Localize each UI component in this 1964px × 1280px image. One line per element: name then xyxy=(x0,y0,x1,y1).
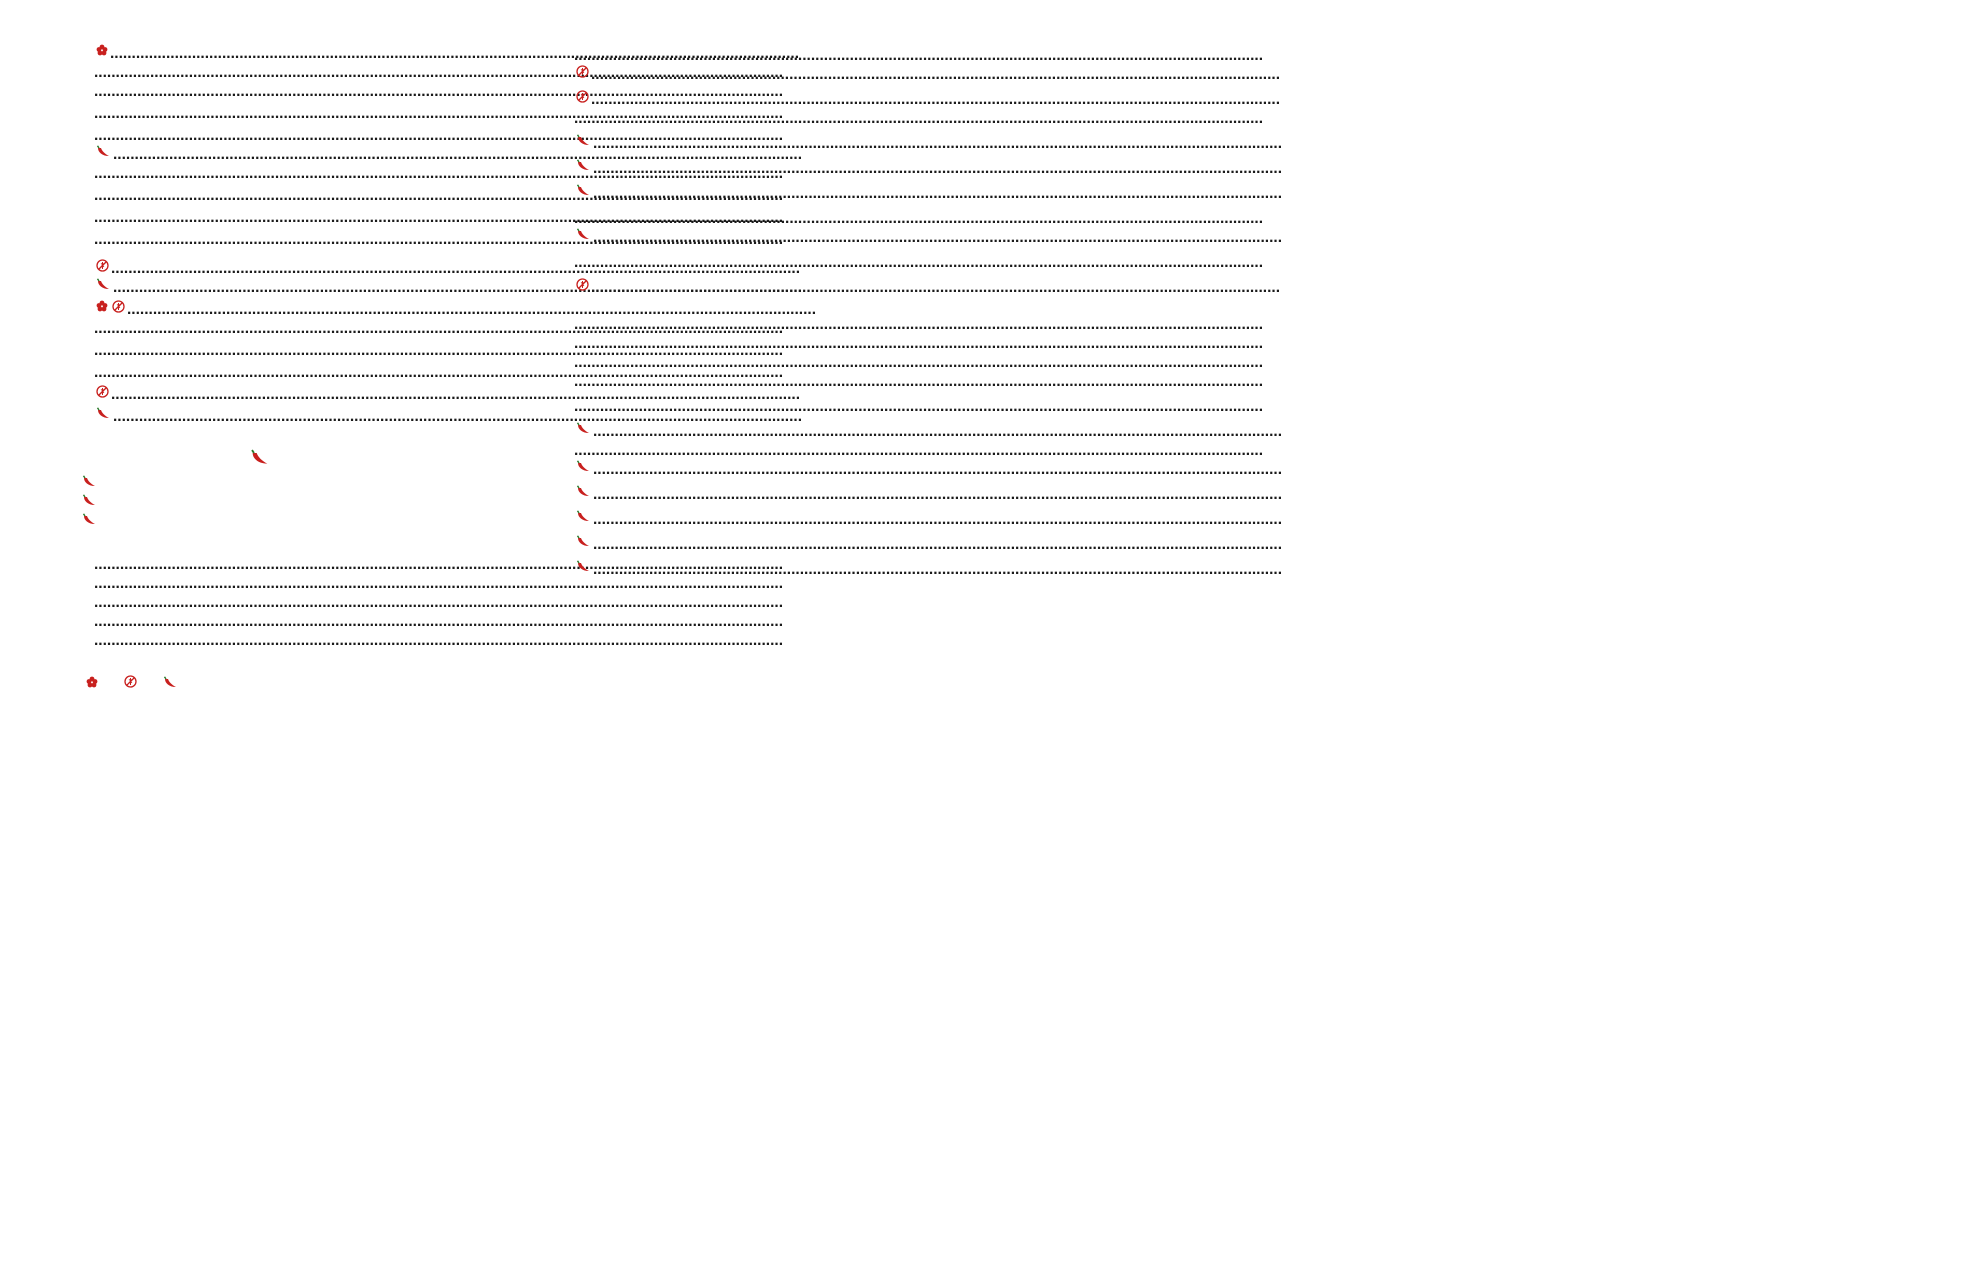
menu-item xyxy=(60,319,460,338)
item-body xyxy=(574,278,1280,297)
menu-item xyxy=(540,397,945,416)
leader-dots xyxy=(593,159,1282,178)
item-body xyxy=(574,485,1282,504)
menu-item xyxy=(60,363,460,382)
menu-item xyxy=(540,441,945,460)
spicy-pepper-icon xyxy=(96,278,111,290)
menu-item xyxy=(540,372,945,391)
legend-item xyxy=(84,672,100,692)
leader-dots xyxy=(94,593,783,612)
spicy-pepper-icon xyxy=(576,510,591,522)
item-line xyxy=(574,65,1280,84)
spicy-pepper-icon xyxy=(96,145,111,157)
item-body xyxy=(574,460,1282,479)
menu-item xyxy=(540,560,945,579)
item-body xyxy=(574,159,1282,178)
curry-option xyxy=(80,510,460,529)
spicy-pepper-icon xyxy=(576,422,591,434)
leader-dots xyxy=(593,460,1282,479)
item-line xyxy=(574,422,1282,441)
spicy-pepper-icon xyxy=(250,449,270,465)
menu-item xyxy=(540,485,945,504)
item-line xyxy=(574,209,1263,228)
item-line xyxy=(574,535,1282,554)
item-body xyxy=(574,184,1282,203)
menu-item xyxy=(60,278,460,297)
curry-option xyxy=(80,491,460,510)
menu-item xyxy=(540,353,945,372)
leader-dots xyxy=(593,422,1282,441)
item-body xyxy=(574,228,1282,247)
item-body xyxy=(574,109,1263,128)
curry-option xyxy=(80,472,460,491)
item-line xyxy=(574,253,1263,272)
menu-item xyxy=(60,259,460,278)
vegetarian-icon xyxy=(86,676,98,688)
spicy-pepper-icon xyxy=(576,134,591,146)
legend-item xyxy=(122,672,139,692)
menu-item xyxy=(540,422,945,441)
menu-item xyxy=(60,82,460,101)
menu-item xyxy=(540,460,945,479)
item-line xyxy=(574,397,1263,416)
item-line xyxy=(574,334,1263,353)
thai-curry-section xyxy=(60,440,460,529)
menu-item xyxy=(540,315,945,334)
spicy-pepper-icon xyxy=(576,159,591,171)
menu-item xyxy=(60,341,460,360)
gluten-free-icon xyxy=(124,675,137,688)
leader-dots xyxy=(591,65,1280,84)
menu-item xyxy=(60,145,460,164)
item-line xyxy=(94,631,783,650)
item-line xyxy=(94,593,783,612)
menu-item xyxy=(60,186,460,205)
spicy-pepper-icon xyxy=(82,513,97,525)
item-line xyxy=(574,90,1280,109)
item-line xyxy=(574,560,1282,579)
leader-dots xyxy=(574,372,1263,391)
menu-item xyxy=(540,159,945,178)
gluten-free-icon xyxy=(96,259,109,272)
item-body xyxy=(574,334,1263,353)
leader-dots xyxy=(574,109,1263,128)
legend xyxy=(84,672,460,692)
menu-item xyxy=(540,65,945,84)
leader-dots xyxy=(591,278,1280,297)
gluten-free-icon xyxy=(576,278,589,291)
item-body xyxy=(574,253,1263,272)
leader-dots xyxy=(574,353,1263,372)
menu-item xyxy=(60,126,460,145)
item-body xyxy=(574,315,1263,334)
menu-item xyxy=(60,63,460,82)
item-body xyxy=(574,560,1282,579)
menu-item xyxy=(540,90,945,109)
item-line xyxy=(574,134,1282,153)
leader-dots xyxy=(94,612,783,631)
leader-dots xyxy=(593,485,1282,504)
leader-dots xyxy=(593,134,1282,153)
spicy-pepper-icon xyxy=(82,475,97,487)
gluten-free-icon xyxy=(576,90,589,103)
leader-dots xyxy=(593,535,1282,554)
menu-item xyxy=(60,574,460,593)
leader-dots xyxy=(591,90,1280,109)
item-line xyxy=(574,460,1282,479)
menu-item xyxy=(540,228,945,247)
item-line xyxy=(574,46,1263,65)
menu-item xyxy=(60,300,460,319)
menu-item xyxy=(540,510,945,529)
item-body xyxy=(574,535,1282,554)
menu-section xyxy=(540,315,945,579)
leader-dots xyxy=(94,631,783,650)
menu-item xyxy=(540,253,945,272)
item-body xyxy=(574,353,1263,372)
item-body xyxy=(574,134,1282,153)
menu-section xyxy=(60,555,460,650)
item-body xyxy=(574,90,1280,109)
spicy-pepper-icon xyxy=(576,485,591,497)
menu-item xyxy=(60,164,460,183)
menu-item xyxy=(540,134,945,153)
leader-dots xyxy=(574,397,1263,416)
menu-item xyxy=(60,612,460,631)
leader-dots xyxy=(574,46,1263,65)
item-body xyxy=(94,631,783,650)
spicy-pepper-icon xyxy=(96,407,111,419)
menu-item xyxy=(60,593,460,612)
item-body xyxy=(574,372,1263,391)
item-line xyxy=(574,353,1263,372)
gluten-free-icon xyxy=(96,385,109,398)
item-body xyxy=(94,612,783,631)
item-body xyxy=(574,209,1263,228)
item-body xyxy=(574,422,1282,441)
menu-item xyxy=(540,46,945,65)
menu-item xyxy=(60,104,460,123)
vegetarian-icon xyxy=(96,44,108,56)
menu-item xyxy=(60,407,460,426)
item-body xyxy=(94,593,783,612)
leader-dots xyxy=(593,184,1282,203)
menu-item xyxy=(540,334,945,353)
item-line xyxy=(574,485,1282,504)
legend-item xyxy=(161,672,180,692)
leader-dots xyxy=(574,315,1263,334)
leader-dots xyxy=(593,228,1282,247)
menu-item xyxy=(540,535,945,554)
column-1 xyxy=(60,44,460,692)
menu-section xyxy=(60,259,460,426)
item-body xyxy=(574,510,1282,529)
item-line xyxy=(94,612,783,631)
column-2 xyxy=(540,44,945,585)
gluten-free-icon xyxy=(112,300,125,313)
spicy-pepper-icon xyxy=(82,494,97,506)
item-body xyxy=(574,46,1263,65)
spicy-pepper-icon xyxy=(576,184,591,196)
menu-item xyxy=(60,631,460,650)
menu-item xyxy=(540,109,945,128)
menu-item xyxy=(60,385,460,404)
spicy-pepper-icon xyxy=(576,535,591,547)
section-title xyxy=(60,440,460,472)
item-body xyxy=(574,65,1280,84)
leader-dots xyxy=(593,510,1282,529)
item-line xyxy=(574,109,1263,128)
vegetarian-icon xyxy=(96,300,108,312)
menu-section xyxy=(540,46,945,297)
leader-dots xyxy=(574,209,1263,228)
spicy-pepper-icon xyxy=(576,560,591,572)
menu-item xyxy=(60,555,460,574)
spicy-pepper-icon xyxy=(576,228,591,240)
spicy-pepper-icon xyxy=(163,676,178,688)
leader-dots xyxy=(593,560,1282,579)
spicy-pepper-icon xyxy=(576,460,591,472)
gluten-free-icon xyxy=(576,65,589,78)
item-line xyxy=(574,184,1282,203)
item-line xyxy=(574,510,1282,529)
item-line xyxy=(574,278,1280,297)
item-line xyxy=(574,315,1263,334)
item-line xyxy=(574,159,1282,178)
leader-dots xyxy=(574,253,1263,272)
item-line xyxy=(574,372,1263,391)
menu-item xyxy=(540,209,945,228)
item-body xyxy=(574,397,1263,416)
menu-item xyxy=(540,184,945,203)
item-line xyxy=(574,228,1282,247)
leader-dots xyxy=(574,441,1263,460)
item-line xyxy=(574,441,1263,460)
leader-dots xyxy=(574,334,1263,353)
menu-item xyxy=(60,44,460,63)
menu-item xyxy=(60,208,460,227)
menu-section xyxy=(60,44,460,249)
menu-item xyxy=(540,278,945,297)
menu-item xyxy=(60,230,460,249)
item-body xyxy=(574,441,1263,460)
